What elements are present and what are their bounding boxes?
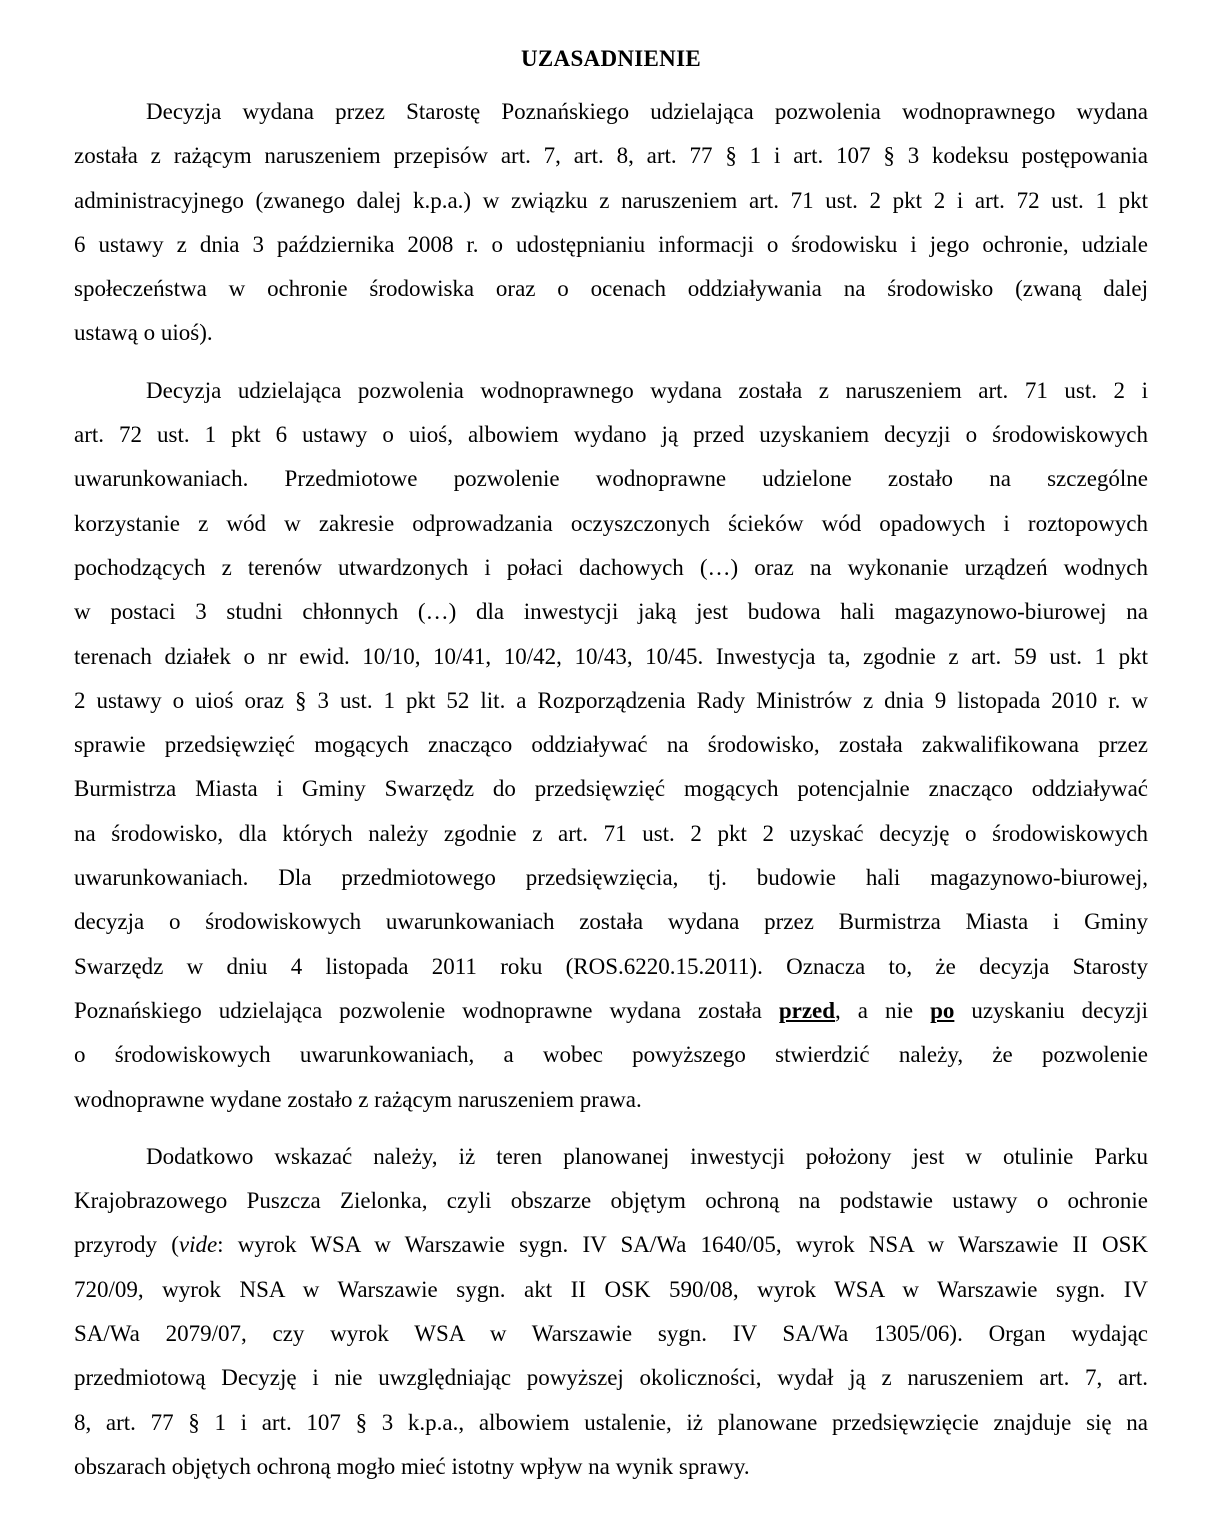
text-line: Swarzędz w dniu 4 listopada 2011 roku (ROS.6220.15.2011). Oznacza to, że decyzja Starosty [74,953,1148,979]
document-title: UZASADNIENIE [521,46,701,71]
text-segment: : wyrok WSA w Warszawie sygn. IV SA/Wa 1640/05, wyrok NSA w Warszawie II OSK [217,1232,1149,1258]
text-segment: przyrody ( [74,1232,179,1258]
text-line: o środowiskowych uwarunkowaniach, a wobec powyższego stwierdzić należy, że pozwolenie [74,1042,1148,1068]
text-segment: , a nie [835,997,931,1023]
text-segment: uzyskaniu decyzji [954,997,1149,1023]
text-line: sprawie przedsięwzięć mogących znacząco oddziaływać na środowisko, została zakwalifikowana przez [74,732,1148,758]
paragraph-1 [74,90,1148,356]
text-line: administracyjnego (zwanego dalej k.p.a.) w związku z naruszeniem art. 71 ust. 2 pkt 2 i art. 72 ust. 1 pkt [74,187,1148,213]
emphasis-przed: przed [778,997,836,1023]
paragraph-3 [74,1135,1148,1489]
text-line: Decyzja wydana przez Starostę Poznańskiego udzielająca pozwolenia wodnoprawnego wydana [146,99,1148,124]
text-line: 720/09, wyrok NSA w Warszawie sygn. akt II OSK 590/08, wyrok WSA w Warszawie sygn. IV [74,1276,1148,1302]
italic-vide: vide [178,1232,218,1258]
text-line: Decyzja udzielająca pozwolenia wodnoprawnego wydana została z naruszeniem art. 71 ust. 2 i [146,377,1148,403]
paragraph-2 [74,369,1148,1122]
text-line: 8, art. 77 § 1 i art. 107 § 3 k.p.a., albowiem ustalenie, iż planowane przedsięwzięcie znajduje się na [74,1409,1148,1435]
text-line: Burmistrza Miasta i Gminy Swarzędz do przedsięwzięć mogących potencjalnie znacząco oddziaływać [74,776,1148,802]
text-line: ustawą o uioś). [74,320,213,346]
text-line: wodnoprawne wydane zostało z rażącym naruszeniem prawa. [74,1086,642,1112]
document-page [74,44,1148,1502]
text-line: 6 ustawy z dnia 3 października 2008 r. o udostępnianiu informacji o środowisku i jego ochronie, udziale [74,231,1148,257]
text-line: art. 72 ust. 1 pkt 6 ustawy o uioś, albowiem wydano ją przed uzyskaniem decyzji o środowiskowych [74,422,1148,448]
text-line-emphasis [74,989,1148,1033]
text-line: uwarunkowaniach. Przedmiotowe pozwolenie wodnoprawne udzielone zostało na szczególne [74,466,1148,492]
text-line: decyzja o środowiskowych uwarunkowaniach została wydana przez Burmistrza Miasta i Gminy [74,909,1148,935]
text-segment: Poznańskiego udzielająca pozwolenie wodnoprawne wydana została [74,997,779,1023]
text-line: na środowisko, dla których należy zgodnie z art. 71 ust. 2 pkt 2 uzyskać decyzję o środowiskowych [74,820,1148,846]
text-line: społeczeństwa w ochronie środowiska oraz o ocenach oddziaływania na środowisko (zwaną dalej [74,276,1148,302]
text-line: przedmiotową Decyzję i nie uwzględniając powyższej okoliczności, wydał ją z naruszeniem art. 7, art. [74,1365,1148,1391]
text-line: została z rażącym naruszeniem przepisów art. 7, art. 8, art. 77 § 1 i art. 107 § 3 kodeksu postępowania [74,143,1148,169]
text-line: w postaci 3 studni chłonnych (…) dla inwestycji jaką jest budowa hali magazynowo-biurowej na [74,599,1148,625]
text-line: uwarunkowaniach. Dla przedmiotowego przedsięwzięcia, tj. budowie hali magazynowo-biurowej, [74,865,1148,891]
text-line: Krajobrazowego Puszcza Zielonka, czyli obszarze objętym ochroną na podstawie ustawy o ochronie [74,1188,1148,1214]
text-line-italic [74,1223,1148,1267]
emphasis-po: po [930,997,955,1023]
text-line: Dodatkowo wskazać należy, iż teren planowanej inwestycji położony jest w otulinie Parku [146,1143,1148,1169]
text-line: pochodzących z terenów utwardzonych i połaci dachowych (…) oraz na wykonanie urządzeń wodnych [74,554,1148,580]
text-line: SA/Wa 2079/07, czy wyrok WSA w Warszawie sygn. IV SA/Wa 1305/06). Organ wydając [74,1321,1148,1347]
text-line: obszarach objętych ochroną mogło mieć istotny wpływ na wynik sprawy. [74,1453,750,1479]
text-line: terenach działek o nr ewid. 10/10, 10/41, 10/42, 10/43, 10/45. Inwestycja ta, zgodnie z art. 59 ust. 1 pkt [74,643,1148,669]
text-line: korzystanie z wód w zakresie odprowadzania oczyszczonych ścieków wód opadowych i roztopowych [74,510,1148,536]
text-line: 2 ustawy o uioś oraz § 3 ust. 1 pkt 52 lit. a Rozporządzenia Rady Ministrów z dnia 9 listopada 2010 r. w [74,687,1148,713]
